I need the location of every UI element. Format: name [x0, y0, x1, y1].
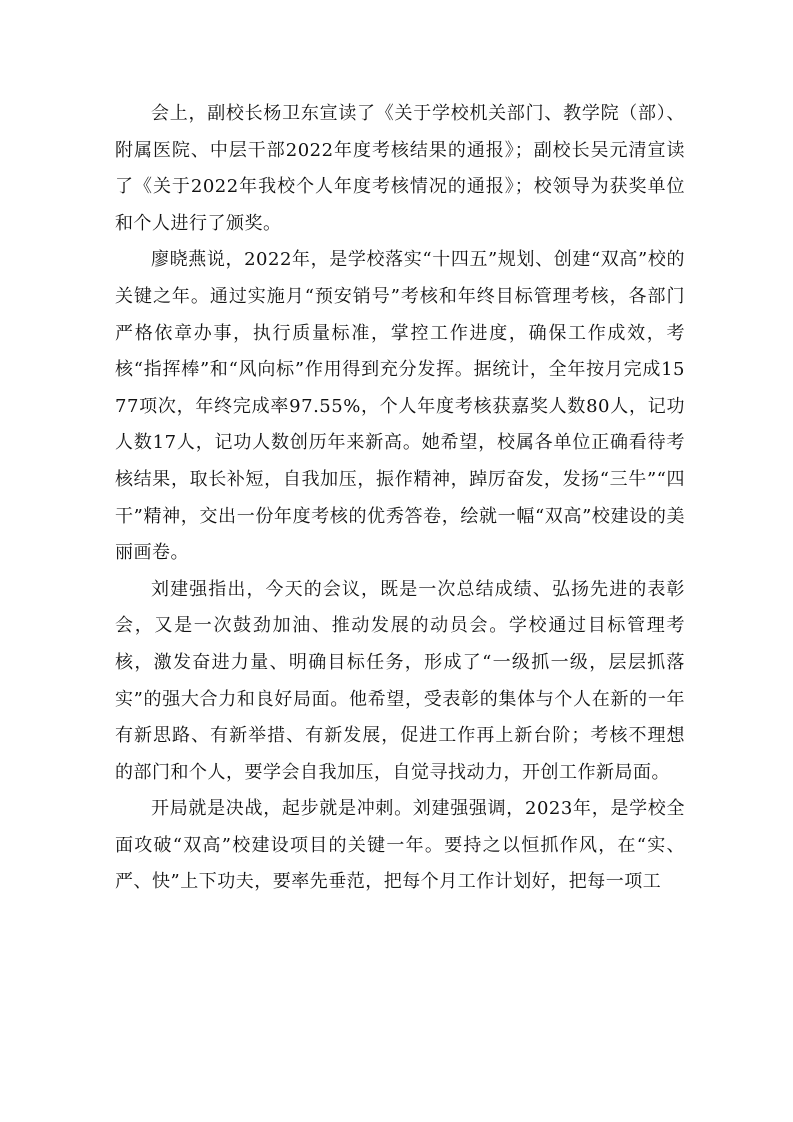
paragraph-award-ceremony: 会上，副校长杨卫东宣读了《关于学校机关部门、教学院（部）、附属医院、中层干部2022年度考核结果的通报》；副校长吴元清宣读了《关于2022年我校个人年度考核情况的通报》；校领导为获奖单位和个人进行了颁奖。 — [115, 103, 685, 234]
document-body — [115, 96, 685, 901]
paragraph-liu-jianqiang-remarks: 刘建强指出，今天的会议，既是一次总结成绩、弘扬先进的表彰会，又是一次鼓劲加油、推动发展的动员会。学校通过目标管理考核，激发奋进力量、明确目标任务，形成了“一级抓一级，层层抓落实”的强大合力和良好局面。他希望，受表彰的集体与个人在新的一年有新思路、有新举措、有新发展，促进工作再上新台阶；考核不理想的部门和个人，要学会自我加压，自觉寻找动力，开创工作新局面。 — [115, 578, 685, 783]
paragraph-liao-xiaoyan-remarks: 廖晓燕说，2022年，是学校落实“十四五”规划、创建“双高”校的关键之年。通过实施月“预安销号”考核和年终目标管理考核，各部门严格依章办事，执行质量标准，掌控工作进度，确保工作成效，考核“指挥棒”和“风向标”作用得到充分发挥。据统计，全年按月完成1577项次，年终完成率97.55%，个人年度考核获嘉奖人数80人，记功人数17人，记功人数创历年来新高。她希望，校属各单位正确看待考核结果，取长补短，自我加压，振作精神，踔厉奋发，发扬“三牛”“四干”精神，交出一份年度考核的优秀答卷，绘就一幅“双高”校建设的美丽画卷。 — [115, 249, 685, 564]
paragraph-2023-emphasis: 开局就是决战，起步就是冲刺。刘建强强调，2023年，是学校全面攻破“双高”校建设项目的关键一年。要持之以恒抓作风，在“实、严、快”上下功夫，要率先垂范，把每个月工作计划好，把每一项工 — [115, 798, 685, 893]
